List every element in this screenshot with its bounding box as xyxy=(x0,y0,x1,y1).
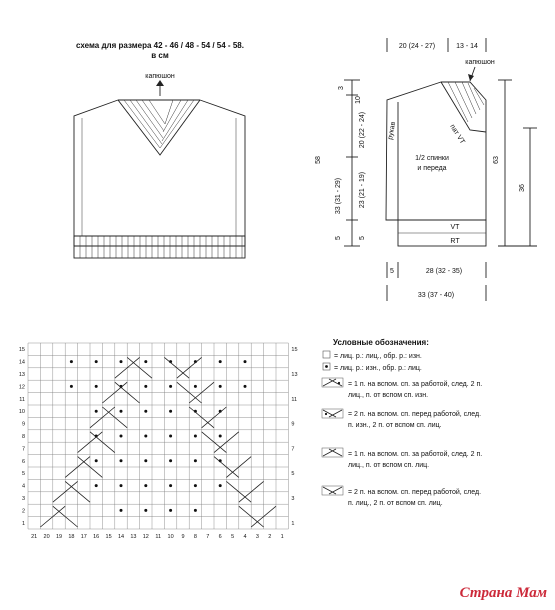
chart-dot xyxy=(144,360,147,363)
chart-dot xyxy=(169,435,172,438)
chart-row-label: 4 xyxy=(21,483,25,490)
hood-label: капюшон xyxy=(145,73,175,80)
dim-63: 63 xyxy=(493,156,500,164)
chart-dot xyxy=(120,360,123,363)
chart-col-label: 18 xyxy=(68,534,75,540)
legend-text-cross-3b: лиц., п. от вспом сп. лиц. xyxy=(348,462,430,469)
legend-item-dot xyxy=(323,363,422,372)
chart-dot xyxy=(144,435,147,438)
chart-col-label: 17 xyxy=(80,534,87,540)
left-schema xyxy=(74,41,245,258)
chart-dot xyxy=(95,484,98,487)
chart-dot xyxy=(95,360,98,363)
chart-col-label: 13 xyxy=(130,534,137,540)
chart-col-label: 3 xyxy=(255,534,259,540)
chart-row-label: 5 xyxy=(21,471,25,478)
chart-dot xyxy=(144,509,147,512)
chart-col-label: 14 xyxy=(117,534,125,540)
chart-row-label: 7 xyxy=(21,446,25,453)
chart-column-labels xyxy=(31,534,284,540)
legend-text-dot: = лиц. р.: изн., обр. р.: лиц. xyxy=(334,365,422,372)
chart-dot xyxy=(169,509,172,512)
chart-row-label-right: 11 xyxy=(291,396,298,403)
chart-dot xyxy=(70,385,73,388)
chart-row-label-right: 9 xyxy=(291,421,295,428)
cross-front-left-2-icon xyxy=(322,486,343,495)
half-back-label: 1/2 спинки xyxy=(415,155,449,162)
chart-row-label-right: 3 xyxy=(291,496,295,502)
legend-text-cross-4b: п. лиц., 2 п. от вспом сп. лиц. xyxy=(348,500,443,507)
chart-col-label: 21 xyxy=(31,534,38,540)
legend-text-cross-1a: = 1 п. на вспом. сп. за работой, след. 2 п. xyxy=(348,381,483,388)
chart-col-label: 8 xyxy=(193,534,197,540)
chart-row-label: 12 xyxy=(18,384,25,391)
chart-dot xyxy=(219,484,222,487)
legend-item-cross-4 xyxy=(322,486,481,507)
empty-cell-icon xyxy=(323,351,330,358)
cross-behind-right-2-icon xyxy=(322,448,343,457)
legend-text-cross-3a: = 1 п. на вспом. сп. за работой, след. 2 п. xyxy=(348,451,483,458)
chart-dot xyxy=(169,385,172,388)
legend-item-cross-2 xyxy=(322,409,481,429)
chart-col-label: 11 xyxy=(155,534,162,540)
dim-58: 58 xyxy=(315,156,322,164)
dim-bottom-28: 28 (32 - 35) xyxy=(425,268,463,275)
right-hood-arrow xyxy=(468,67,475,81)
chart-dot xyxy=(169,459,172,462)
left-dimension xyxy=(315,80,366,246)
chart-row-label: 15 xyxy=(18,347,25,354)
chart-row-label-right: 15 xyxy=(291,347,298,354)
chart-dot xyxy=(194,385,197,388)
cross-front-left-icon xyxy=(322,409,343,418)
dim-33: 33 (31 - 29) xyxy=(335,177,342,215)
chart-dot xyxy=(169,410,172,413)
chart-dot xyxy=(120,459,123,462)
pattern-vt-label: пат VT xyxy=(448,123,466,146)
top-width-label: 20 (24 - 27) xyxy=(398,43,436,50)
chart-dot xyxy=(95,410,98,413)
chart-col-label: 6 xyxy=(218,534,222,540)
chart-col-label: 7 xyxy=(206,534,210,540)
dim-5-a: 5 xyxy=(335,236,342,240)
chart-dot xyxy=(219,385,222,388)
top-dimension xyxy=(387,38,486,52)
chart-row-label: 14 xyxy=(18,359,25,366)
chart-col-label: 16 xyxy=(93,534,100,540)
rt-label: RT xyxy=(450,238,460,245)
chart-dot xyxy=(244,360,247,363)
vt-label: VT xyxy=(450,224,460,231)
chart-row-label: 13 xyxy=(18,372,25,378)
chart-dot xyxy=(194,484,197,487)
chart-row-label: 9 xyxy=(21,421,25,428)
chart-col-label: 9 xyxy=(181,534,185,540)
legend-text-cross-2a: = 2 п. на вспом. сп. перед работой, след. xyxy=(348,411,482,418)
hood-width-label: 13 - 14 xyxy=(456,43,478,50)
chart-dot xyxy=(194,459,197,462)
garment-outline xyxy=(74,100,245,258)
chart-dot xyxy=(144,385,147,388)
chart-dot xyxy=(144,459,147,462)
legend-text-empty: = лиц. р.: лиц., обр. р.: изн. xyxy=(334,353,422,360)
chart-row-labels xyxy=(19,347,298,527)
chart-dot xyxy=(144,484,147,487)
watermark: Страна Мам xyxy=(459,585,547,601)
chart-row-label-right: 5 xyxy=(291,471,295,478)
chart-dot xyxy=(120,484,123,487)
legend-text-cross-1b: лиц., п. от вспом сп. изн. xyxy=(348,392,429,399)
chart-dot xyxy=(219,435,222,438)
dim-3: 3 xyxy=(338,86,345,90)
schema-units: в см xyxy=(151,51,169,60)
chart-dot xyxy=(194,509,197,512)
chart-dot xyxy=(194,435,197,438)
chart-row-label: 6 xyxy=(21,458,25,465)
legend-item-cross-1 xyxy=(322,378,482,399)
legend-item-cross-3 xyxy=(322,448,482,469)
legend-title: Условные обозначения: xyxy=(333,338,429,347)
cross-behind-right-icon xyxy=(322,378,343,387)
dim-bottom-33: 33 (37 - 40) xyxy=(417,292,455,299)
and-front-label: и переда xyxy=(417,165,447,172)
chart-col-label: 12 xyxy=(142,534,149,540)
chart-row-label: 8 xyxy=(21,434,25,440)
chart-col-label: 10 xyxy=(167,534,174,540)
stitch-chart xyxy=(19,343,298,540)
chart-row-label: 10 xyxy=(18,409,25,416)
chart-col-label: 20 xyxy=(43,534,50,540)
chart-dot xyxy=(169,484,172,487)
chart-dot xyxy=(120,509,123,512)
chart-row-label: 1 xyxy=(21,520,25,527)
bottom-dimension xyxy=(387,262,486,301)
dim-10: 10 xyxy=(355,96,362,104)
chart-dot xyxy=(219,360,222,363)
right-schema xyxy=(315,38,537,301)
chart-dot xyxy=(244,385,247,388)
chart-col-label: 4 xyxy=(243,534,247,540)
dim-23: 23 (21 - 19) xyxy=(359,171,366,209)
hood-arrow xyxy=(156,80,164,96)
chart-col-label: 2 xyxy=(268,534,272,540)
chart-dot xyxy=(120,410,123,413)
chart-col-label: 5 xyxy=(231,534,235,540)
chart-dot xyxy=(120,435,123,438)
chart-row-label: 11 xyxy=(19,396,25,403)
dim-36: 36 xyxy=(519,184,526,192)
chart-dot xyxy=(95,385,98,388)
chart-dot xyxy=(95,459,98,462)
chart-col-label: 19 xyxy=(55,534,63,540)
chart-col-label: 1 xyxy=(280,534,284,540)
legend-text-cross-4a: = 2 п. на вспом. сп. перед работой, след. xyxy=(348,489,482,496)
chart-dot xyxy=(70,360,73,363)
legend-text-cross-2b: п. изн., 2 п. от вспом сп. лиц. xyxy=(348,422,442,429)
chart-dot xyxy=(144,410,147,413)
dim-20: 20 (22 - 24) xyxy=(359,111,366,149)
right-garment-outline xyxy=(386,82,486,246)
sleeve-label: рукав xyxy=(387,121,398,141)
schema-title: схема для размера 42 - 46 / 48 - 54 / 54 - 58. xyxy=(76,41,244,50)
chart-row-label: 3 xyxy=(21,496,25,502)
right-hood-label: капюшон xyxy=(465,59,495,66)
chart-row-label-right: 7 xyxy=(291,446,295,453)
chart-col-label: 15 xyxy=(105,534,112,540)
chart-row-label-right: 1 xyxy=(291,520,295,527)
chart-row-label: 2 xyxy=(21,508,25,515)
chart-row-label-right: 13 xyxy=(291,372,298,378)
right-dimension xyxy=(493,80,537,246)
legend xyxy=(322,338,482,507)
legend-item-empty xyxy=(323,351,422,360)
dim-5-b: 5 xyxy=(359,236,366,240)
dim-bottom-5: 5 xyxy=(390,268,394,275)
